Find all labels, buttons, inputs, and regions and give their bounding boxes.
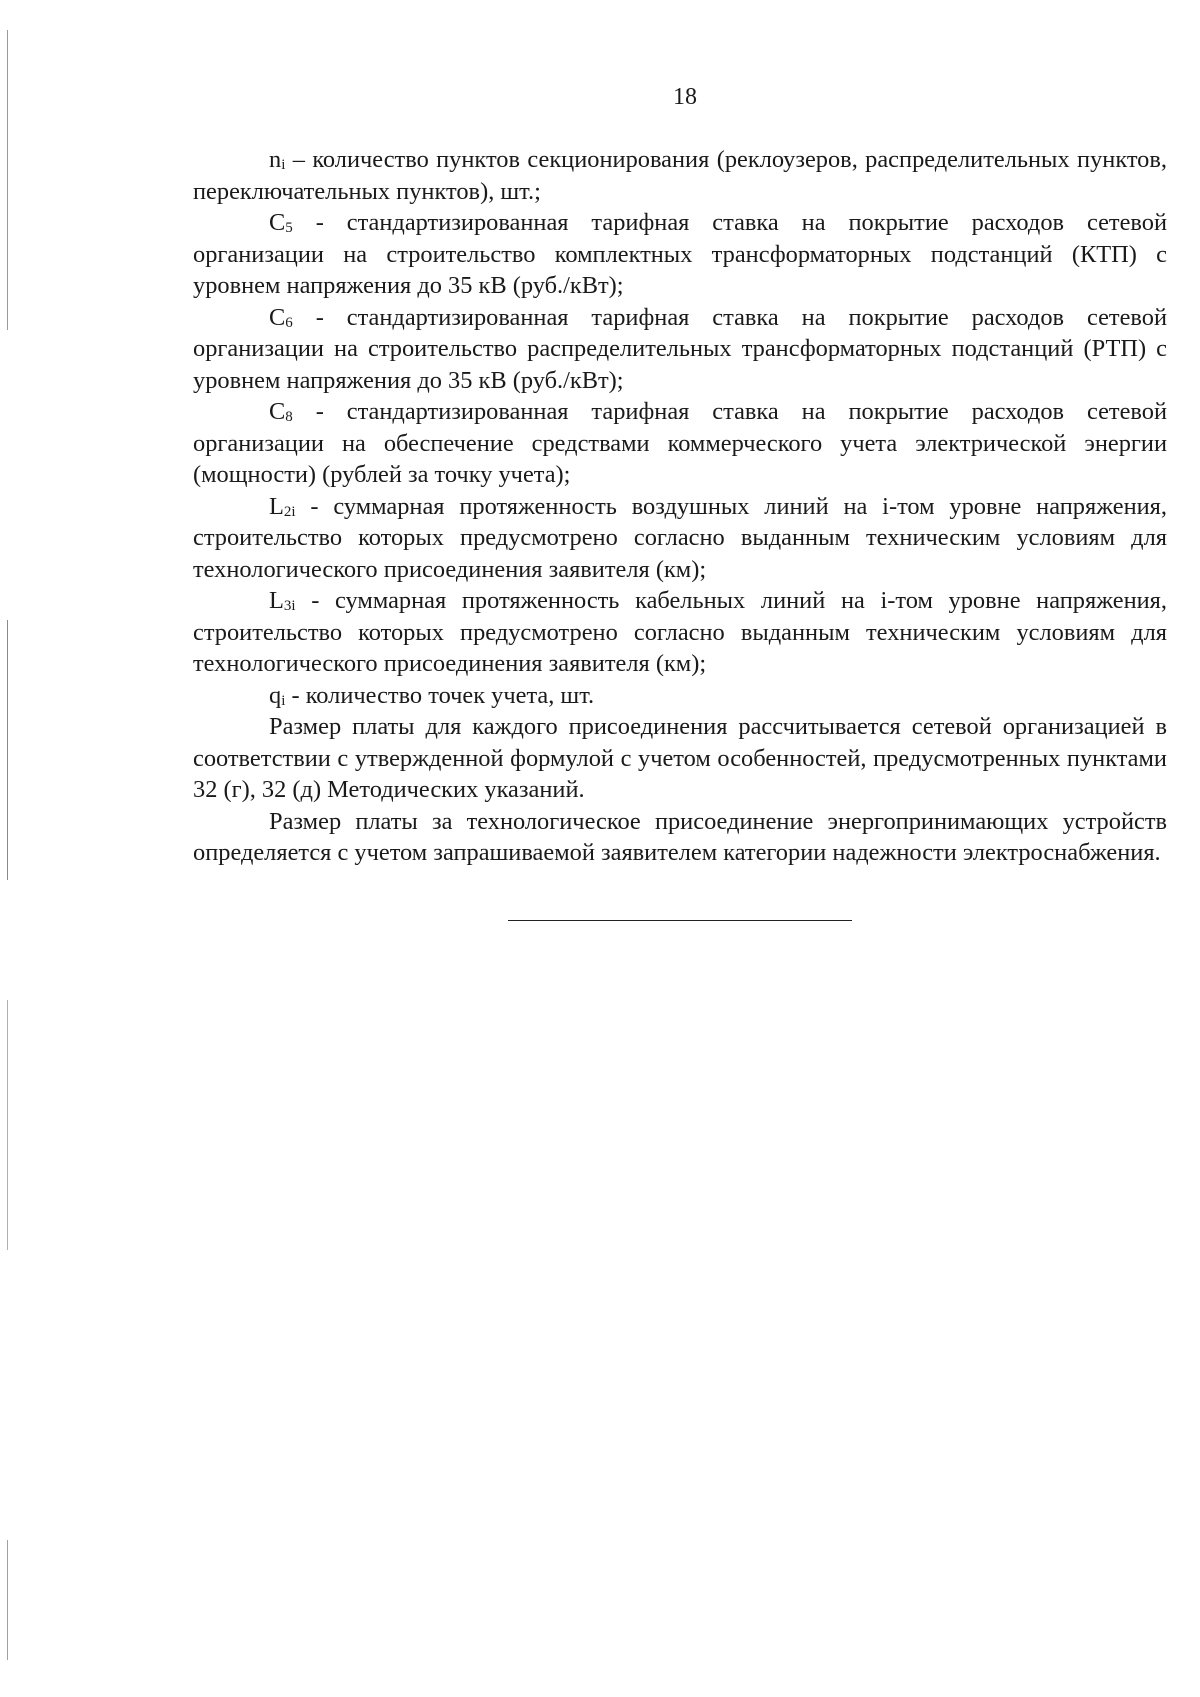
variable-symbol: $L_{2i}$ <box>269 492 296 520</box>
definition-text: - стандартизированная тарифная ставка на покрытие расходов сетевой организации на обеспечение средствами коммерческого учета электрической энергии (мощности) (рублей за точку учета); <box>193 398 1167 488</box>
end-of-section-rule <box>508 920 852 921</box>
scan-edge-artifact <box>4 0 12 1697</box>
document-body <box>193 144 1167 869</box>
definition-paragraph-q-i <box>193 680 1167 712</box>
definition-paragraph-c8 <box>193 396 1167 491</box>
definition-text: - количество точек учета, шт. <box>285 681 595 709</box>
variable-symbol: $q_i$ <box>269 681 286 709</box>
variable-symbol: $L_{3i}$ <box>269 587 296 614</box>
definition-paragraph-n-i <box>193 144 1167 207</box>
page-number: 18 <box>673 84 697 110</box>
body-paragraph-fee-calculation: Размер платы для каждого присоединения рассчитывается сетевой организацией в соответствии с утвержденной формулой с учетом особенностей, предусмотренных пунктами 32 (г), 32 (д) Методических указаний. <box>193 713 1167 803</box>
definition-paragraph-l3i <box>193 585 1167 680</box>
variable-symbol: $n_i$ <box>269 146 286 173</box>
definition-text: - суммарная протяженность кабельных линий на i-том уровне напряжения, строительство которых предусмотрено согласно выданным техническим условиям для технологического присоединения заявителя (км); <box>193 587 1167 677</box>
definition-paragraph-c5 <box>193 207 1167 302</box>
definition-text: - стандартизированная тарифная ставка на покрытие расходов сетевой организации на строительство распределительных трансформаторных подстанций (РТП) с уровнем напряжения до 35 кВ (руб./кВт); <box>193 303 1167 394</box>
definition-paragraph-l2i <box>193 491 1167 586</box>
variable-symbol: $C_6$ <box>269 303 293 331</box>
definition-text: - стандартизированная тарифная ставка на покрытие расходов сетевой организации на строительство комплектных трансформаторных подстанций (КТП) с уровнем напряжения до 35 кВ (руб./кВт); <box>193 209 1167 299</box>
body-paragraph-fee-reliability: Размер платы за технологическое присоединение энергопринимающих устройств определяется с учетом запрашиваемой заявителем категории надежности электроснабжения. <box>193 807 1167 866</box>
variable-symbol: $C_5$ <box>269 209 293 236</box>
definition-text: - суммарная протяженность воздушных линий на i-том уровне напряжения, строительство которых предусмотрено согласно выданным техническим условиям для технологического присоединения заявителя (км); <box>193 492 1167 583</box>
definition-text: – количество пунктов секционирования (реклоузеров, распределительных пунктов, переключательных пунктов), шт.; <box>193 146 1167 205</box>
definition-paragraph-c6 <box>193 302 1167 397</box>
variable-symbol: $C_8$ <box>269 398 293 425</box>
